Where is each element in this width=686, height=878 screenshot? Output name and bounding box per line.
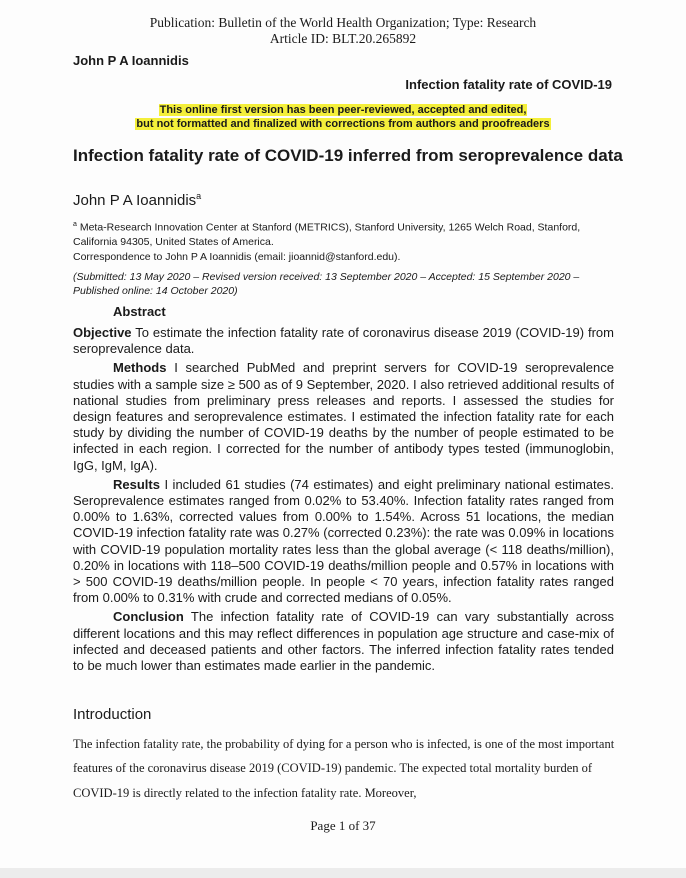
notice-line-2: but not formatted and finalized with corrections from authors and proofreaders (136, 118, 550, 130)
notice-line-1: This online first version has been peer-reviewed, accepted and edited, (159, 104, 527, 116)
affiliation-text: Meta-Research Innovation Center at Stanford (METRICS), Stanford University, 1265 Welch Road, Stanford, California 94305, United States of America. (73, 221, 581, 248)
submission-dates: (Submitted: 13 May 2020 – Revised version received: 13 September 2020 – Accepted: 15 September 2020 – Published online: 14 October 2020) (73, 271, 580, 297)
objective-label: Objective (73, 325, 132, 340)
objective-text: To estimate the infection fatality rate of coronavirus disease 2019 (COVID-19) from seroprevalence data. (73, 325, 614, 357)
affiliation (73, 218, 613, 249)
conclusion-text: The infection fatality rate of COVID-19 can vary substantially across different locations and this may reflect differences in population age structure and case-mix of infected and deceased patients and other factors. The inferred infection fatality rates tended to be much lower than estimates made earlier in the pandemic. (73, 609, 614, 674)
correspondence: Correspondence to John P A Ioannidis (email: jioannid@stanford.edu). (73, 251, 401, 263)
abstract-heading: Abstract (113, 304, 166, 319)
conclusion-label: Conclusion (113, 609, 184, 625)
author-superscript: a (196, 191, 202, 201)
page-number: Page 1 of 37 (310, 818, 376, 833)
author-line (73, 191, 201, 209)
article-id: Article ID: BLT.20.265892 (269, 31, 417, 46)
author-name: John P A Ioannidis (73, 192, 197, 209)
abstract-conclusion (73, 609, 614, 674)
abstract-body (73, 325, 614, 677)
introduction-text: The infection fatality rate, the probability of dying for a person who is infected, is one of the most important features of the coronavirus disease 2019 (COVID-19) pandemic. The expected total mortality burden of COVID-19 is directly related to the infection fatality rate. Moreover, (73, 737, 615, 800)
header-author: John P A Ioannidis (73, 53, 189, 68)
affiliation-superscript: a (73, 221, 77, 228)
results-text: I included 61 studies (74 estimates) and eight preliminary national estimates. Seroprevalence estimates ranged from 0.02% to 53.40%. Infection fatality rates ranged from 0.00% to 1.63%, corrected values from 0.00% to 1.54%. Across 51 locations, the median COVID-19 infection fatality rate was 0.27% (corrected 0.23%): the rate was 0.09% in locations with COVID-19 population mortality rates less than the global average (< 118 deaths/million), 0.20% in locations with 118–500 COVID-19 deaths/million people and 0.57% in locations with > 500 COVID-19 deaths/million people. In people < 70 years, infection fatality rates ranged from 0.00% to 0.31% with crude and corrected medians of 0.05%. (73, 476, 614, 606)
running-title: Infection fatality rate of COVID-19 (405, 77, 612, 92)
online-first-notice (0, 103, 686, 131)
abstract-methods (73, 360, 614, 473)
results-label: Results (113, 476, 160, 492)
methods-label: Methods (113, 360, 167, 376)
abstract-objective (73, 325, 614, 357)
methods-text: I searched PubMed and preprint servers for COVID-19 seroprevalence studies with a sample size ≥ 500 as of 9 September, 2020. I also retrieved additional results of national studies from preliminary press releases and reports. I assessed the studies for design features and seroprevalence estimates. I estimated the infection fatality rate for each study by dividing the number of COVID-19 deaths by the number of people estimated to be infected in each region. I corrected for the number of antibody types tested (immunoglobin, IgG, IgM, IgA). (73, 360, 614, 473)
publication-line: Publication: Bulletin of the World Health Organization; Type: Research (149, 15, 537, 30)
abstract-results (73, 477, 614, 607)
paper-title: Infection fatality rate of COVID-19 inferred from seroprevalence data (73, 146, 623, 165)
introduction-heading: Introduction (73, 706, 152, 723)
publication-header (0, 15, 686, 47)
